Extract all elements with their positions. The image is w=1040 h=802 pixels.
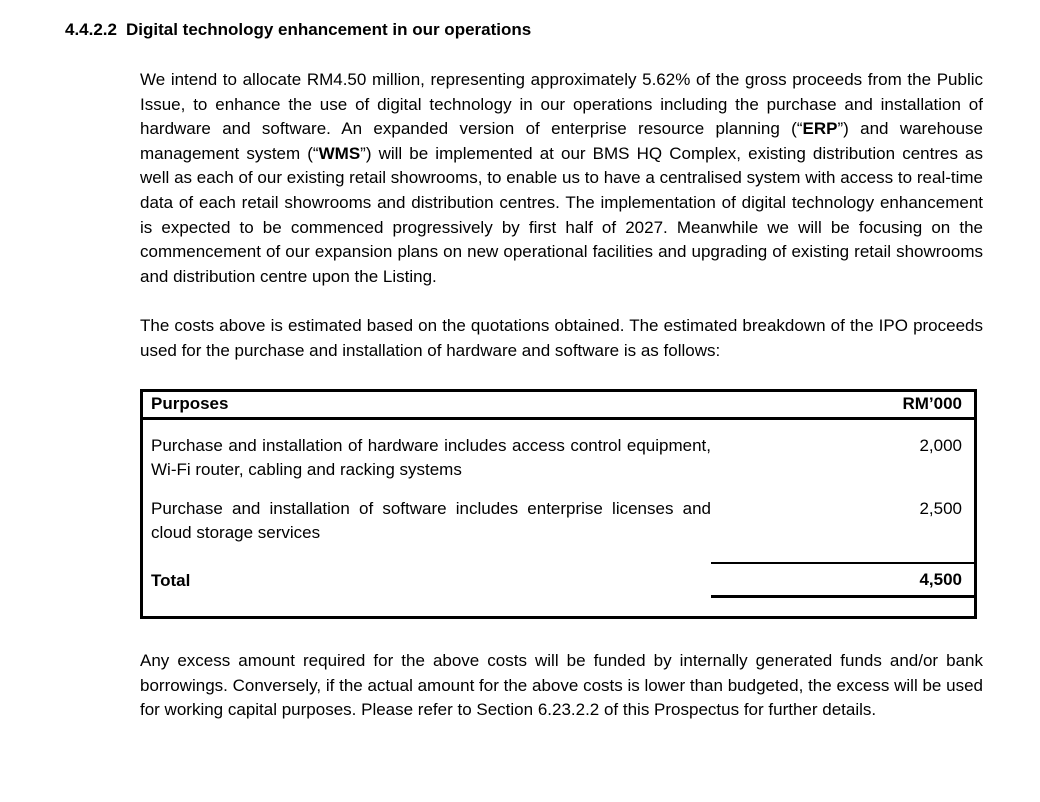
paragraph-cost-basis: The costs above is estimated based on the quotations obtained. The estimated breakdown of the IPO proceeds used for the purchase and installation of hardware and software is as follows:: [140, 316, 983, 360]
table-total-row: [142, 562, 976, 618]
section-body: [140, 68, 983, 723]
section-title: Digital technology enhancement in our operations: [126, 20, 532, 39]
section-heading: [65, 0, 1040, 42]
hardware-amount-cell: 2,000: [919, 435, 962, 455]
paragraph-allocation: We intend to allocate RM4.50 million, representing approximately 5.62% of the gross proceeds from the Public Issue, to enhance the use of digital technology in our operations including the purchase and installation of hardware and software. An expanded version of enterprise resource planning (“ERP”) and warehouse management system (“WMS”) will be implemented at our BMS HQ Complex, existing distribution centres as well as each of our existing retail showrooms, to enable us to have a centralised system with access to real-time data of each retail showrooms and distribution centres. The implementation of digital technology enhancement is expected to be commenced progressively by first half of 2027. Meanwhile we will be focusing on the commencement of our expansion plans on new operational facilities and upgrading of existing retail showrooms and distribution centre upon the Listing.: [140, 70, 983, 286]
table-row-hardware: [142, 418, 976, 483]
software-amount-cell: 2,500: [919, 498, 962, 518]
section-number: 4.4.2.2: [65, 20, 117, 39]
hardware-purpose-cell: Purchase and installation of hardware includes access control equipment, Wi-Fi router, cabling and racking systems: [151, 435, 711, 480]
cost-breakdown-table: [140, 389, 977, 619]
software-purpose-cell: Purchase and installation of software includes enterprise licenses and cloud storage services: [151, 498, 711, 543]
table-header-row: [142, 390, 976, 418]
total-amount: 4,500: [711, 562, 974, 598]
paragraph-excess-funding: Any excess amount required for the above costs will be funded by internally generated funds and/or bank borrowings. Conversely, if the actual amount for the above costs is lower than budgeted, the excess will be used for working capital purposes. Please refer to Section 6.23.2.2 of this Prospectus for further details.: [140, 650, 983, 720]
table-row-software: [142, 483, 976, 562]
total-amount-cell: [711, 562, 976, 618]
purposes-column-header: Purposes: [142, 390, 712, 418]
total-label: Total: [151, 570, 191, 590]
amount-column-header: RM’000: [711, 390, 976, 418]
